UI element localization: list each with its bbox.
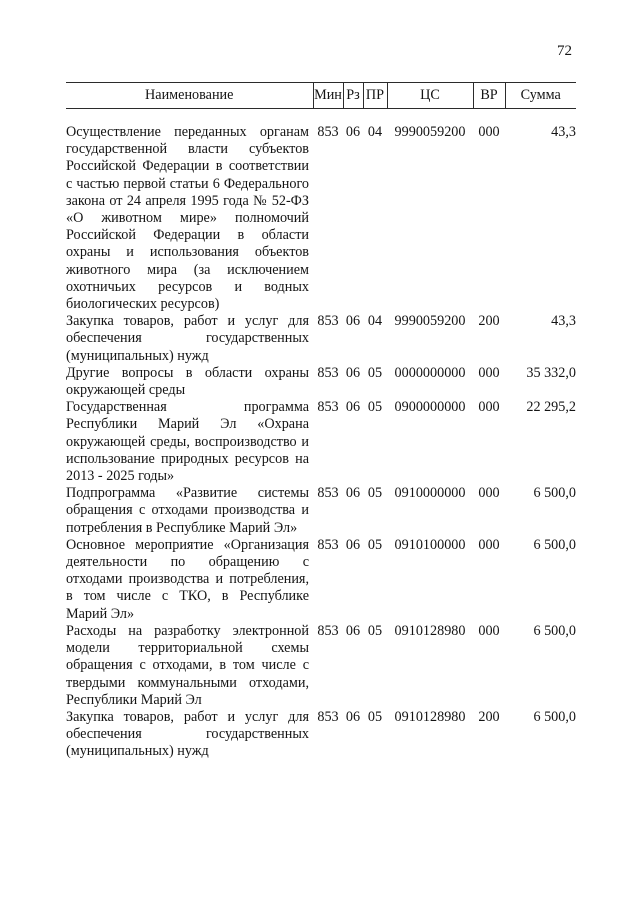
row-name: Закупка товаров, работ и услуг для обеспечения государственных (муниципальных) нужд <box>66 708 309 760</box>
row-sum: 6 500,0 <box>533 485 576 502</box>
page-number: 72 <box>557 43 572 59</box>
row-target-article: 0910128980 <box>394 622 466 639</box>
row-expense-type: 200 <box>478 708 500 725</box>
row-name: Осуществление переданных органам государственной власти субъектов Российской Федерации в соответствии с частью первой статьи 6 Федерального закона от 24 апреля 1995 года № 52-ФЗ «О животном мире» полномочий Российской Федерации в области охраны и использования объектов животного мира (за исключением охотничьих ресурсов и водных биологических ресурсов) <box>66 124 309 313</box>
row-target-article: 0910100000 <box>394 536 466 553</box>
table-row <box>66 365 576 399</box>
row-section: 06 <box>345 313 361 330</box>
table-row <box>66 399 576 485</box>
table-row <box>66 485 576 537</box>
row-target-article: 0910000000 <box>394 485 466 502</box>
row-expense-type: 000 <box>478 124 500 140</box>
header-expense-type: ВР <box>473 83 505 109</box>
row-section: 06 <box>345 399 361 416</box>
table-row <box>66 623 576 709</box>
header-target-article: ЦС <box>387 83 473 109</box>
row-ministry: 853 <box>317 622 339 639</box>
row-target-article: 9990059200 <box>394 313 466 330</box>
header-name: Наименование <box>66 83 313 109</box>
row-name: Закупка товаров, работ и услуг для обеспечения государственных (муниципальных) нужд <box>66 313 309 364</box>
row-ministry: 853 <box>317 485 339 502</box>
row-sum: 6 500,0 <box>533 708 576 725</box>
row-sum: 35 332,0 <box>526 364 576 381</box>
row-ministry: 853 <box>317 399 339 416</box>
row-expense-type: 000 <box>478 485 500 502</box>
row-expense-type: 000 <box>478 399 500 416</box>
row-section: 06 <box>345 622 361 639</box>
row-section: 06 <box>345 708 361 725</box>
row-expense-type: 000 <box>478 536 500 553</box>
header-subsection: ПР <box>363 83 387 109</box>
row-subsection: 05 <box>367 536 383 553</box>
row-sum: 6 500,0 <box>533 622 576 639</box>
row-ministry: 853 <box>317 124 339 140</box>
row-subsection: 04 <box>367 124 383 140</box>
row-ministry: 853 <box>317 364 339 381</box>
header-section: Рз <box>343 83 363 109</box>
row-section: 06 <box>345 124 361 140</box>
row-target-article: 0910128980 <box>394 708 466 725</box>
row-sum: 6 500,0 <box>533 536 576 553</box>
row-name: Подпрограмма «Развитие системы обращения с отходами производства и потребления в Республике Марий Эл» <box>66 485 309 536</box>
row-section: 06 <box>345 485 361 502</box>
table-row <box>66 709 576 761</box>
row-subsection: 05 <box>367 364 383 381</box>
row-section: 06 <box>345 364 361 381</box>
row-expense-type: 000 <box>478 622 500 639</box>
row-name: Основное мероприятие «Организация деятельности по обращению с отходами производства и потребления, в том числе с ТКО, в Республике Марий Эл» <box>66 536 309 622</box>
table-row <box>66 537 576 623</box>
table-header-row <box>66 83 576 109</box>
row-ministry: 853 <box>317 536 339 553</box>
row-section: 06 <box>345 536 361 553</box>
row-expense-type: 200 <box>478 313 500 330</box>
row-subsection: 05 <box>367 399 383 416</box>
row-expense-type: 000 <box>478 364 500 381</box>
row-target-article: 0900000000 <box>394 399 466 416</box>
table-row <box>66 124 576 313</box>
row-sum: 43,3 <box>551 313 576 330</box>
row-subsection: 05 <box>367 708 383 725</box>
row-sum: 43,3 <box>551 124 576 140</box>
row-target-article: 9990059200 <box>394 124 466 140</box>
row-subsection: 05 <box>367 622 383 639</box>
row-name: Государственная программа Республики Марий Эл «Охрана окружающей среды, воспроизводство и использование природных ресурсов на 2013 - 2025 годы» <box>66 399 309 485</box>
header-ministry: Мин <box>313 83 343 109</box>
budget-table <box>66 82 576 761</box>
row-ministry: 853 <box>317 708 339 725</box>
row-name: Другие вопросы в области охраны окружающей среды <box>66 364 309 399</box>
row-sum: 22 295,2 <box>526 399 576 416</box>
row-ministry: 853 <box>317 313 339 330</box>
table-row <box>66 313 576 365</box>
header-sum: Сумма <box>505 83 576 109</box>
row-subsection: 04 <box>367 313 383 330</box>
row-name: Расходы на разработку электронной модели территориальной схемы обращения с отходами, в том числе с твердыми коммунальными отходами, Республики Марий Эл <box>66 622 309 708</box>
row-target-article: 0000000000 <box>394 364 466 381</box>
row-subsection: 05 <box>367 485 383 502</box>
